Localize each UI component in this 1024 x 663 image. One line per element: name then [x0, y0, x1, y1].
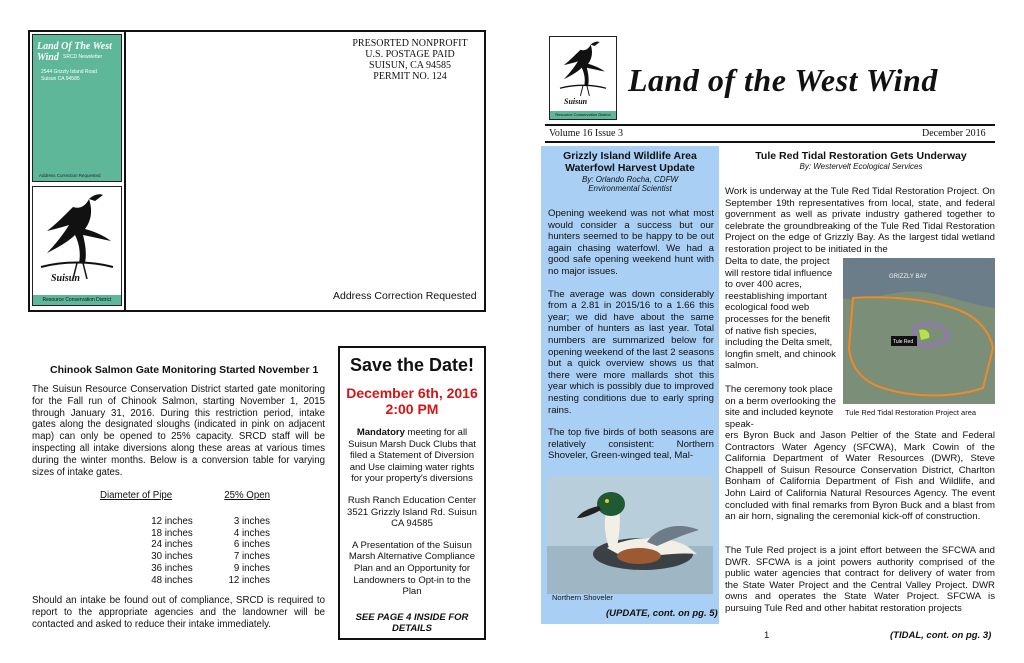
map-caption: Tule Red Tidal Restoration Project area: [845, 408, 977, 417]
chinook-closing: Should an intake be found out of compliance, SRCD is required to report to the appropriate agencies and the landowner will be contacted and asked to reduce their intake immediately.: [32, 595, 325, 630]
presentation-note: A Presentation of the Suisun Marsh Alternative Compliance Plan and an Opportunity for Landowners to Opt-in to the Plan: [348, 539, 476, 598]
waterfowl-byline: [545, 175, 715, 193]
table-header-cell: 25% Open: [224, 490, 270, 501]
tidal-paragraph: Delta to date, the project will restore tidal influence to over 400 acres, reestablishing important ecological food web processes for the benefit of native fish species, including the Delta smelt, longfin smelt, and chinook salmon.: [725, 256, 836, 372]
table-row: [100, 516, 270, 528]
tidal-paragraph: The Tule Red project is a joint effort between the SFCWA and DWR. SFCWA is a joint powers authority comprised of the public water agencies that contract for delivery of water from the State Water Project and the Central Valley Project. DWR owns and operates the State Water Project. SFCWA is pursuing Tule Red and other habitat restoration projects: [725, 545, 995, 614]
project-area-map: [843, 258, 995, 404]
mandatory-label: Mandatory: [356, 427, 405, 438]
table-cell: 18 inches: [151, 527, 193, 539]
save-the-date-date: [346, 385, 478, 417]
meeting-details: meeting for all Suisun Marsh Duck Clubs that filed a Statement of Diversion and Use claiming water rights for your property's diversions: [348, 427, 476, 485]
card-address-line1: 2544 Grizzly Island Road: [41, 69, 97, 75]
page-number: 1: [764, 630, 770, 641]
postage-line: PRESORTED NONPROFIT: [352, 38, 468, 49]
table-row: [100, 563, 270, 575]
tidal-byline: By: Westervelt Ecological Services: [799, 162, 923, 171]
table-header-cell: Diameter of Pipe: [100, 490, 173, 501]
continued-note: (UPDATE, cont. on pg. 5): [606, 608, 718, 619]
logo-word: Suisun: [51, 273, 80, 284]
masthead-logo: [549, 36, 617, 120]
paragraph: The average was down considerably from a 2.81 in 2015/16 to a 1.66 this year; we did have about the same number of hunters as last year. Total numbers are summarized below for opening weekend of the last 2 seasons but a quick overview shows us that there were more mallards shot this year which is possibly due to improved nesting conditions due to early spring rains.: [548, 288, 714, 416]
table-row: [100, 539, 270, 551]
waterfowl-article-body: [548, 208, 714, 462]
meeting-description: [346, 427, 478, 485]
card-address-line2: Suisun CA 94585: [41, 76, 80, 82]
table-cell: 48 inches: [151, 574, 193, 586]
table-cell: 7 inches: [233, 551, 270, 563]
postage-indicia: [340, 38, 480, 82]
table-cell: 9 inches: [233, 562, 270, 574]
table-row: [100, 575, 270, 587]
card-correction: Address Correction Requested: [39, 173, 101, 178]
table-row: [100, 528, 270, 540]
mailer-divider: [124, 30, 126, 312]
heron-logo-icon: [33, 187, 121, 287]
srcd-logo-card: [32, 186, 122, 306]
photo-caption: Northern Shoveler: [552, 593, 613, 602]
table-cell: 3 inches: [233, 515, 270, 527]
tidal-paragraph: ers Byron Buck and Jason Peltier of the State and Federal Contractors Water Agency (SFCWA), Mark Cowin of the California Department of Water Resources (DWR), Steve Chappell of Suisun Resource Conservation District, Charlton Bonham of California Department of Fish and Wildlife, and John Laird of California Natural Resources Agency. The event concluded with final remarks from Byron Buck and a blast from an air horn, signaling the ceremonial kick-off of construction.: [725, 430, 995, 523]
card-title: Land Of The West Wind: [37, 41, 112, 63]
postage-line: SUISUN, CA 94585: [369, 60, 451, 71]
table-cell: 12 inches: [151, 515, 193, 527]
table-cell: 24 inches: [151, 539, 193, 551]
table-row: [100, 551, 270, 563]
table-cell: 30 inches: [151, 551, 193, 563]
address-correction-text: Address Correction Requested: [333, 290, 477, 302]
heron-logo-icon: [550, 37, 616, 101]
byline-role: Environmental Scientist: [588, 184, 672, 193]
logo-subtitle: Resource Conservation District: [33, 295, 121, 305]
chinook-article-title: Chinook Salmon Gate Monitoring Started November 1: [50, 364, 319, 376]
card-subtitle: SRCD Newsletter: [63, 54, 103, 60]
newsletter-title: Land of the West Wind: [628, 62, 938, 98]
logo-word: Suisun: [564, 97, 588, 106]
table-cell: 36 inches: [151, 562, 193, 574]
volume-issue: Volume 16 Issue 3: [549, 128, 623, 139]
masthead-rule: [545, 141, 995, 143]
meeting-location: Rush Ranch Education Center 3521 Grizzly Island Rd. Suisun CA 94585: [347, 494, 477, 530]
byline-author: By: Orlando Rocha, CDFW: [581, 175, 679, 184]
tidal-article-title: Tule Red Tidal Restoration Gets Underway: [755, 150, 967, 162]
save-the-date-box: [338, 346, 486, 640]
table-cell: 12 inches: [228, 574, 270, 586]
return-address-card: [32, 34, 122, 182]
event-date: December 6th, 2016: [346, 385, 478, 401]
see-page-note: SEE PAGE 4 INSIDE FOR DETAILS: [355, 611, 469, 635]
conversion-table: [100, 490, 270, 587]
masthead-rule: [545, 124, 995, 126]
continued-note: (TIDAL, cont. on pg. 3): [890, 630, 992, 641]
tidal-paragraph: The ceremony took place on a berm overlooking the site and included keynote speak-: [725, 384, 836, 430]
paragraph: Opening weekend was not what most would consider a success but our hunters seemed to be happy to be out again chasing waterfowl. We had a good safe opening weekend hunt with no major issues.: [548, 208, 714, 277]
event-time: 2:00 PM: [385, 401, 439, 417]
table-cell: 4 inches: [233, 527, 270, 539]
paragraph: The top five birds of both seasons are relatively consistent: Northern Shoveler, Green-winged teal, Mal-: [548, 427, 714, 462]
chinook-article-body: The Suisun Resource Conservation District started gate monitoring for the Fall run of Chinook Salmon, starting November 1, 2015 through January 31, 2016. During this restriction period, intake gates along the designated sloughs (indicated in pink on adjacent map) can only be opened to 25% capacity. SRCD staff will be inspecting all intake diversions along these areas at various times during the winter months. Below is a conversion table for varying sizes of intake gates.: [32, 384, 325, 478]
save-the-date-title: Save the Date!: [349, 355, 475, 375]
map-label: GRIZZLY BAY: [889, 274, 928, 280]
table-cell: 6 inches: [233, 539, 270, 551]
table-header: [100, 490, 270, 502]
northern-shoveler-photo: [547, 476, 713, 594]
postage-line: U.S. POSTAGE PAID: [365, 49, 455, 60]
postage-line: PERMIT NO. 124: [373, 71, 447, 82]
map-label: Tule Red: [893, 339, 914, 345]
logo-subtitle: Resource Conservation District: [550, 111, 616, 119]
waterfowl-article-title: Grizzly Island Wildlife Area Waterfowl Harvest Update: [563, 150, 697, 174]
issue-date: December 2016: [922, 128, 986, 139]
tidal-paragraph: Work is underway at the Tule Red Tidal Restoration Project. On September 19th representatives from local, state, and federal government as well as private industry gathered together to celebrate the groundbreaking of the Tule Red Tidal Restoration Project on the edge of Grizzly Bay. As the largest tidal wetland restoration project to be initiated in the: [725, 186, 995, 255]
